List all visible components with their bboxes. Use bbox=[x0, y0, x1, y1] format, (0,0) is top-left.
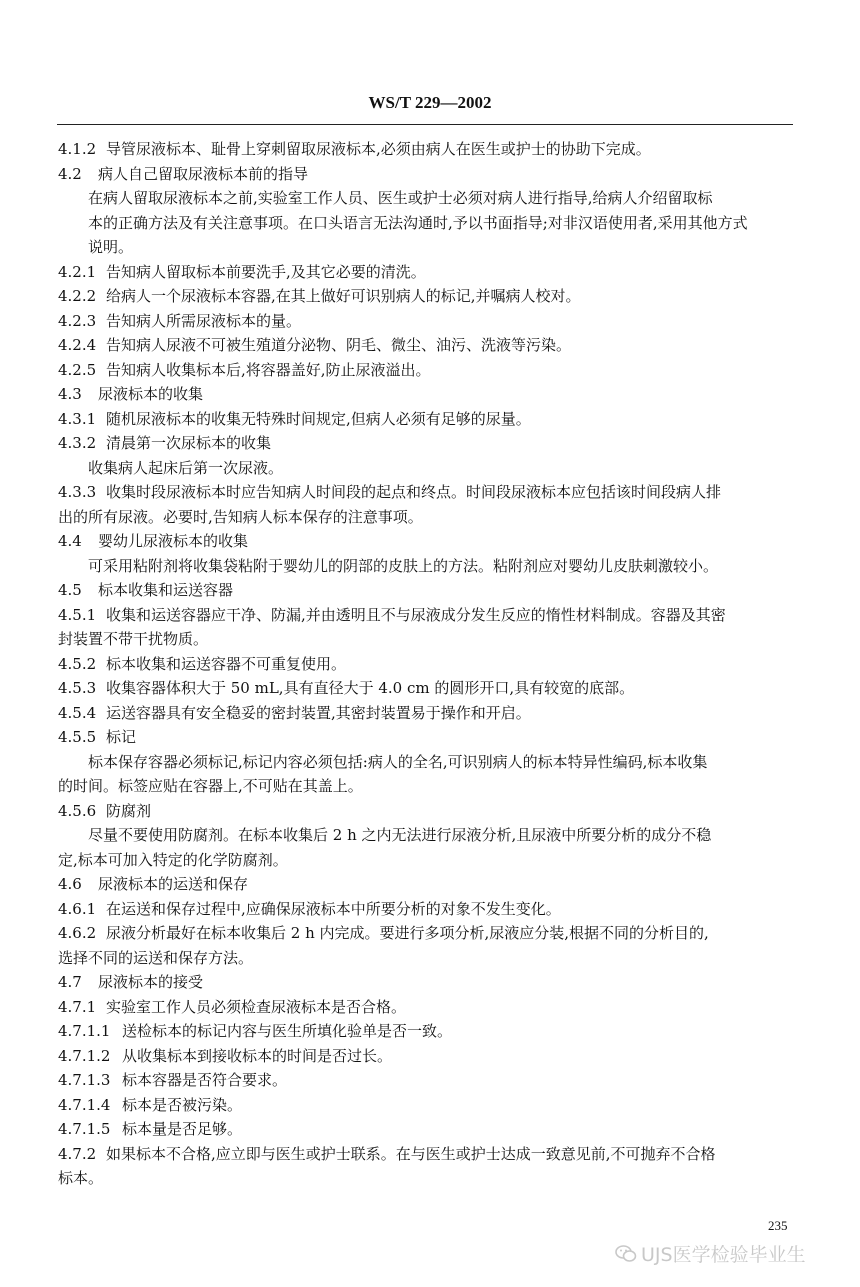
clause-line bbox=[58, 284, 796, 309]
clause-line bbox=[58, 407, 796, 432]
clause-line bbox=[58, 872, 796, 897]
document-body bbox=[58, 137, 796, 1191]
paragraph-line bbox=[58, 823, 796, 848]
clause-line bbox=[58, 995, 796, 1020]
paragraph-line bbox=[58, 456, 796, 481]
paragraph-line bbox=[58, 750, 796, 775]
header-rule bbox=[57, 124, 793, 125]
clause-number: 4.4 bbox=[58, 532, 82, 550]
paragraph-line bbox=[58, 946, 796, 971]
clause-number: 4.3 bbox=[58, 385, 82, 403]
clause-text: 告知病人收集标本后,将容器盖好,防止尿液溢出。 bbox=[106, 360, 431, 379]
clause-line bbox=[58, 1142, 796, 1167]
paragraph-line bbox=[58, 186, 796, 211]
clause-number: 4.2 bbox=[58, 164, 82, 183]
paragraph-line bbox=[58, 627, 796, 652]
clause-text: 随机尿液标本的收集无特殊时间规定,但病人必须有足够的尿量。 bbox=[106, 409, 531, 428]
clause-text: 如果标本不合格,应立即与医生或护士联系。在与医生或护士达成一致意见前,不可抛弃不合格 bbox=[106, 1144, 716, 1163]
clause-text: 尿液标本的接受 bbox=[98, 973, 204, 991]
clause-number: 4.2.3 bbox=[58, 311, 97, 330]
clause-text: 收集病人起床后第一次尿液。 bbox=[88, 458, 284, 477]
clause-line bbox=[58, 897, 796, 922]
clause-text: 标本容器是否符合要求。 bbox=[122, 1071, 288, 1089]
clause-text: 收集时段尿液标本时应告知病人时间段的起点和终点。时间段尿液标本应包括该时间段病人排 bbox=[106, 483, 722, 501]
clause-line bbox=[58, 652, 796, 677]
watermark-text: UJS医学检验毕业生 bbox=[641, 1244, 806, 1266]
clause-line bbox=[58, 799, 796, 824]
clause-text: 标本。 bbox=[58, 1169, 104, 1187]
clause-text: 的时间。标签应贴在容器上,不可贴在其盖上。 bbox=[58, 777, 363, 795]
clause-text: 送检标本的标记内容与医生所填化验单是否一致。 bbox=[122, 1022, 453, 1040]
clause-line bbox=[58, 137, 796, 162]
paragraph-line bbox=[58, 774, 796, 799]
clause-text: 尿液标本的运送和保存 bbox=[98, 875, 249, 893]
clause-number: 4.5.6 bbox=[58, 801, 97, 820]
paragraph-line bbox=[58, 554, 796, 579]
paragraph-line bbox=[58, 235, 796, 260]
page-number: 235 bbox=[768, 1218, 788, 1233]
clause-text: 告知病人尿液不可被生殖道分泌物、阴毛、微尘、油污、洗液等污染。 bbox=[106, 336, 572, 354]
clause-text: 告知病人所需尿液标本的量。 bbox=[106, 311, 302, 330]
clause-text: 导管尿液标本、耻骨上穿刺留取尿液标本,必须由病人在医生或护士的协助下完成。 bbox=[106, 140, 651, 158]
clause-line bbox=[58, 676, 796, 701]
clause-number: 4.7.1.1 bbox=[58, 1022, 111, 1040]
clause-number: 4.2.2 bbox=[58, 287, 97, 305]
clause-number: 4.7.2 bbox=[58, 1144, 97, 1163]
clause-line bbox=[58, 358, 796, 383]
clause-text: 收集和运送容器应干净、防漏,并由透明且不与尿液成分发生反应的惰性材料制成。容器及其密 bbox=[106, 605, 726, 624]
clause-line bbox=[58, 260, 796, 285]
clause-text: 出的所有尿液。必要时,告知病人标本保存的注意事项。 bbox=[58, 507, 423, 526]
clause-line bbox=[58, 1044, 796, 1069]
clause-number: 4.3.3 bbox=[58, 483, 97, 501]
clause-text: 标本收集和运送容器 bbox=[98, 581, 234, 599]
clause-number: 4.3.1 bbox=[58, 409, 97, 428]
clause-number: 4.6.2 bbox=[58, 924, 97, 942]
clause-number: 4.5.1 bbox=[58, 605, 97, 624]
clause-line bbox=[58, 1093, 796, 1118]
clause-text: 在病人留取尿液标本之前,实验室工作人员、医生或护士必须对病人进行指导,给病人介绍留取标 bbox=[88, 189, 713, 207]
standard-code-header: WS/T 229—2002 bbox=[368, 93, 492, 112]
clause-text: 标本保存容器必须标记,标记内容必须包括:病人的全名,可识别病人的标本特异性编码,标本收集 bbox=[88, 752, 708, 771]
clause-text: 尽量不要使用防腐剂。在标本收集后 2 h 之内无法进行尿液分析,且尿液中所要分析的成分不稳 bbox=[88, 826, 712, 844]
clause-number: 4.6.1 bbox=[58, 899, 97, 918]
clause-text: 尿液标本的收集 bbox=[98, 385, 204, 403]
clause-line bbox=[58, 921, 796, 946]
clause-line bbox=[58, 970, 796, 995]
clause-number: 4.5.4 bbox=[58, 703, 97, 722]
clause-line bbox=[58, 701, 796, 726]
clause-text: 定,标本可加入特定的化学防腐剂。 bbox=[58, 850, 288, 869]
clause-number: 4.2.1 bbox=[58, 262, 97, 281]
clause-number: 4.2.5 bbox=[58, 360, 97, 379]
clause-line bbox=[58, 162, 796, 187]
clause-number: 4.5 bbox=[58, 581, 82, 599]
clause-text: 标本收集和运送容器不可重复使用。 bbox=[106, 654, 347, 673]
clause-text: 标本是否被污染。 bbox=[122, 1095, 243, 1114]
clause-text: 收集容器体积大于 50 mL,具有直径大于 4.0 cm 的圆形开口,具有较宽的底部。 bbox=[106, 679, 635, 697]
clause-number: 4.6 bbox=[58, 875, 82, 893]
clause-line bbox=[58, 529, 796, 554]
clause-number: 4.7.1.4 bbox=[58, 1095, 111, 1114]
clause-text: 尿液分析最好在标本收集后 2 h 内完成。要进行多项分析,尿液应分装,根据不同的分析目的, bbox=[106, 924, 709, 942]
clause-line bbox=[58, 333, 796, 358]
clause-line bbox=[58, 603, 796, 628]
clause-number: 4.7.1.5 bbox=[58, 1120, 111, 1138]
clause-line bbox=[58, 578, 796, 603]
clause-number: 4.7.1.2 bbox=[58, 1046, 111, 1065]
clause-line bbox=[58, 431, 796, 456]
wechat-icon bbox=[615, 1244, 637, 1269]
clause-number: 4.7 bbox=[58, 973, 82, 991]
clause-number: 4.7.1 bbox=[58, 997, 97, 1016]
clause-text: 从收集标本到接收标本的时间是否过长。 bbox=[122, 1046, 393, 1065]
clause-text: 标本量是否足够。 bbox=[122, 1120, 243, 1138]
clause-text: 运送容器具有安全稳妥的密封装置,其密封装置易于操作和开启。 bbox=[106, 703, 531, 722]
clause-text: 可采用粘附剂将收集袋粘附于婴幼儿的阴部的皮肤上的方法。粘附剂应对婴幼儿皮肤刺激较小。 bbox=[88, 556, 719, 575]
paragraph-line bbox=[58, 505, 796, 530]
clause-text: 选择不同的运送和保存方法。 bbox=[58, 948, 254, 967]
clause-text: 清晨第一次尿标本的收集 bbox=[106, 434, 272, 452]
clause-line bbox=[58, 480, 796, 505]
paragraph-line bbox=[58, 848, 796, 873]
clause-text: 防腐剂 bbox=[106, 801, 152, 820]
paragraph-line bbox=[58, 1166, 796, 1191]
clause-text: 病人自己留取尿液标本前的指导 bbox=[98, 164, 309, 183]
clause-text: 封装置不带干扰物质。 bbox=[58, 630, 209, 648]
clause-number: 4.2.4 bbox=[58, 336, 97, 354]
clause-number: 4.5.3 bbox=[58, 679, 97, 697]
clause-text: 说明。 bbox=[88, 238, 134, 256]
clause-line bbox=[58, 725, 796, 750]
clause-number: 4.5.2 bbox=[58, 654, 97, 673]
clause-line bbox=[58, 382, 796, 407]
clause-text: 标记 bbox=[106, 728, 137, 746]
clause-text: 给病人一个尿液标本容器,在其上做好可识别病人的标记,并嘱病人校对。 bbox=[106, 287, 581, 305]
clause-line bbox=[58, 1068, 796, 1093]
clause-text: 实验室工作人员必须检查尿液标本是否合格。 bbox=[106, 997, 407, 1016]
clause-text: 本的正确方法及有关注意事项。在口头语言无法沟通时,予以书面指导;对非汉语使用者,采用其他方式 bbox=[88, 213, 748, 232]
clause-line bbox=[58, 1117, 796, 1142]
clause-number: 4.1.2 bbox=[58, 140, 97, 158]
clause-text: 在运送和保存过程中,应确保尿液标本中所要分析的对象不发生变化。 bbox=[106, 899, 561, 918]
watermark bbox=[615, 1240, 806, 1269]
clause-text: 告知病人留取标本前要洗手,及其它必要的清洗。 bbox=[106, 262, 426, 281]
clause-line bbox=[58, 1019, 796, 1044]
paragraph-line bbox=[58, 211, 796, 236]
clause-text: 婴幼儿尿液标本的收集 bbox=[98, 532, 249, 550]
clause-number: 4.5.5 bbox=[58, 728, 97, 746]
clause-number: 4.7.1.3 bbox=[58, 1071, 111, 1089]
clause-line bbox=[58, 309, 796, 334]
clause-number: 4.3.2 bbox=[58, 434, 97, 452]
